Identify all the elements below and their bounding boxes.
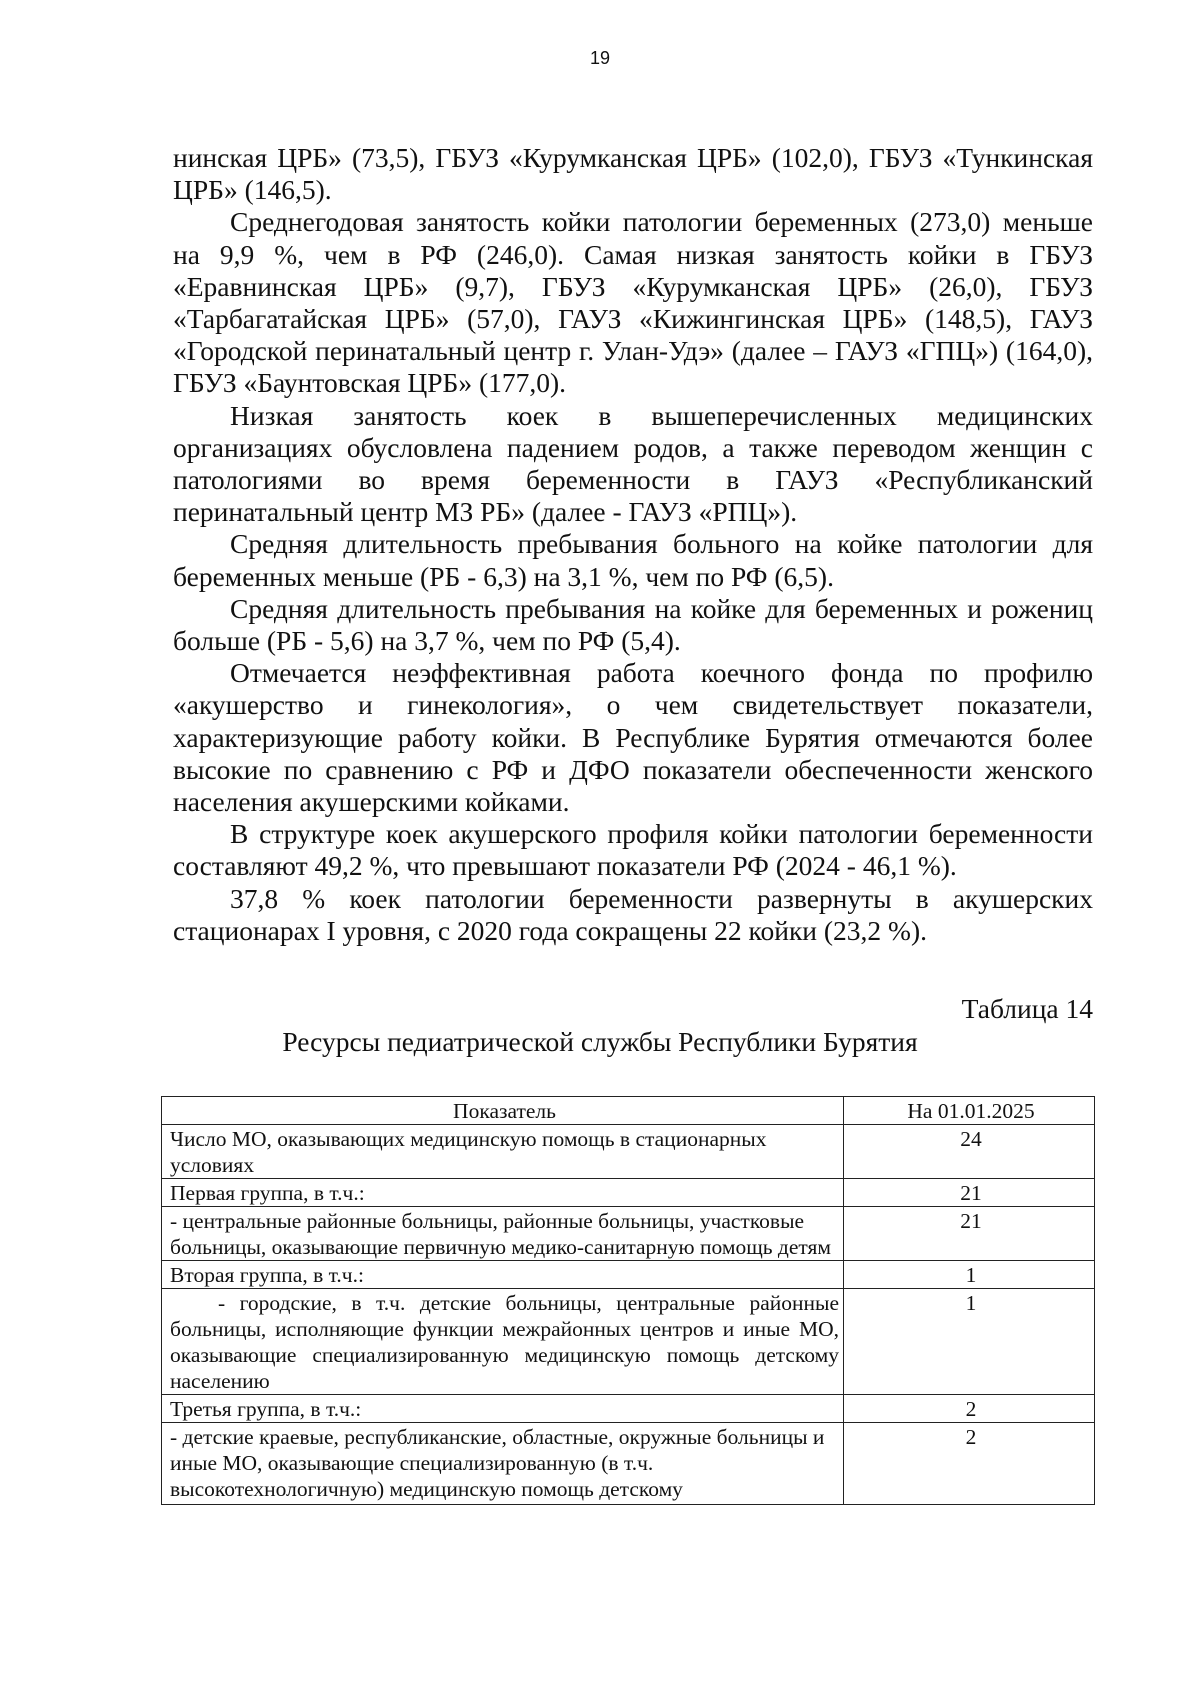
row-value: 21 <box>844 1179 1095 1207</box>
table-header-row <box>162 1097 1095 1125</box>
page-number: 19 <box>589 48 611 68</box>
row-indicator: - детские краевые, республиканские, областные, окружные больницы и иные МО, оказывающие специализированную (в т.ч. высокотехнологичную) медицинскую помощь детскому <box>162 1423 844 1505</box>
paragraph: В структуре коек акушерского профиля койки патологии беременности составляют 49,2 %, что превышают показатели РФ (2024 - 46,1 %). <box>173 818 1093 882</box>
row-indicator: - городские, в т.ч. детские больницы, центральные районные больницы, исполняющие функции межрайонных центров и иные МО, оказывающие специализированную медицинскую помощь детскому населению <box>162 1289 844 1395</box>
table-title: Ресурсы педиатрической службы Республики Бурятия <box>282 1026 918 1057</box>
table-row <box>162 1125 1095 1179</box>
paragraph: Отмечается неэффективная работа коечного фонда по профилю «акушерство и гинекология», о чем свидетельствует показатели, характеризующие работу койки. В Республике Бурятия отмечаются более высокие по сравнению с РФ и ДФО показатели обеспеченности женского населения акушерскими койками. <box>173 657 1093 818</box>
row-value: 24 <box>844 1125 1095 1179</box>
table-row <box>162 1261 1095 1289</box>
table-label: Таблица 14 <box>961 993 1093 1024</box>
table-row <box>162 1289 1095 1395</box>
row-indicator: - центральные районные больницы, районные больницы, участковые больницы, оказывающие первичную медико-санитарную помощь детям <box>162 1207 844 1261</box>
table-row <box>162 1179 1095 1207</box>
body-text <box>173 142 1093 947</box>
resources-table <box>161 1096 1095 1505</box>
table-row <box>162 1423 1095 1505</box>
table-row <box>162 1395 1095 1423</box>
paragraph: Средняя длительность пребывания больного на койке патологии для беременных меньше (РБ - 6,3) на 3,1 %, чем по РФ (6,5). <box>173 528 1093 592</box>
row-value: 1 <box>844 1289 1095 1395</box>
row-value: 1 <box>844 1261 1095 1289</box>
row-indicator: Вторая группа, в т.ч.: <box>162 1261 844 1289</box>
row-value: 2 <box>844 1395 1095 1423</box>
paragraph: Среднегодовая занятость койки патологии беременных (273,0) меньше на 9,9 %, чем в РФ (246,0). Самая низкая занятость койки в ГБУЗ «Еравнинская ЦРБ» (9,7), ГБУЗ «Курумканская ЦРБ» (26,0), ГБУЗ «Тарбагатайская ЦРБ» (57,0), ГАУЗ «Кижингинская ЦРБ» (148,5), ГАУЗ «Городской перинатальный центр г. Улан-Удэ» (далее – ГАУЗ «ГПЦ») (164,0), ГБУЗ «Баунтовская ЦРБ» (177,0). <box>173 206 1093 399</box>
row-value: 21 <box>844 1207 1095 1261</box>
header-indicator: Показатель <box>162 1097 844 1125</box>
paragraph: нинская ЦРБ» (73,5), ГБУЗ «Курумканская ЦРБ» (102,0), ГБУЗ «Тункинская ЦРБ» (146,5). <box>173 142 1093 206</box>
row-indicator: Третья группа, в т.ч.: <box>162 1395 844 1423</box>
paragraph: Низкая занятость коек в вышеперечисленных медицинских организациях обусловлена падением родов, а также переводом женщин с патологиями во время беременности в ГАУЗ «Республиканский перинатальный центр МЗ РБ» (далее - ГАУЗ «РПЦ»). <box>173 399 1093 528</box>
row-indicator: Число МО, оказывающих медицинскую помощь в стационарных условиях <box>162 1125 844 1179</box>
paragraph: 37,8 % коек патологии беременности развернуты в акушерских стационарах I уровня, с 2020 года сокращены 22 койки (23,2 %). <box>173 882 1093 946</box>
row-value: 2 <box>844 1423 1095 1505</box>
header-date: На 01.01.2025 <box>844 1097 1095 1125</box>
paragraph: Средняя длительность пребывания на койке для беременных и рожениц больше (РБ - 5,6) на 3,7 %, чем по РФ (5,4). <box>173 592 1093 657</box>
table-row <box>162 1207 1095 1261</box>
row-indicator: Первая группа, в т.ч.: <box>162 1179 844 1207</box>
